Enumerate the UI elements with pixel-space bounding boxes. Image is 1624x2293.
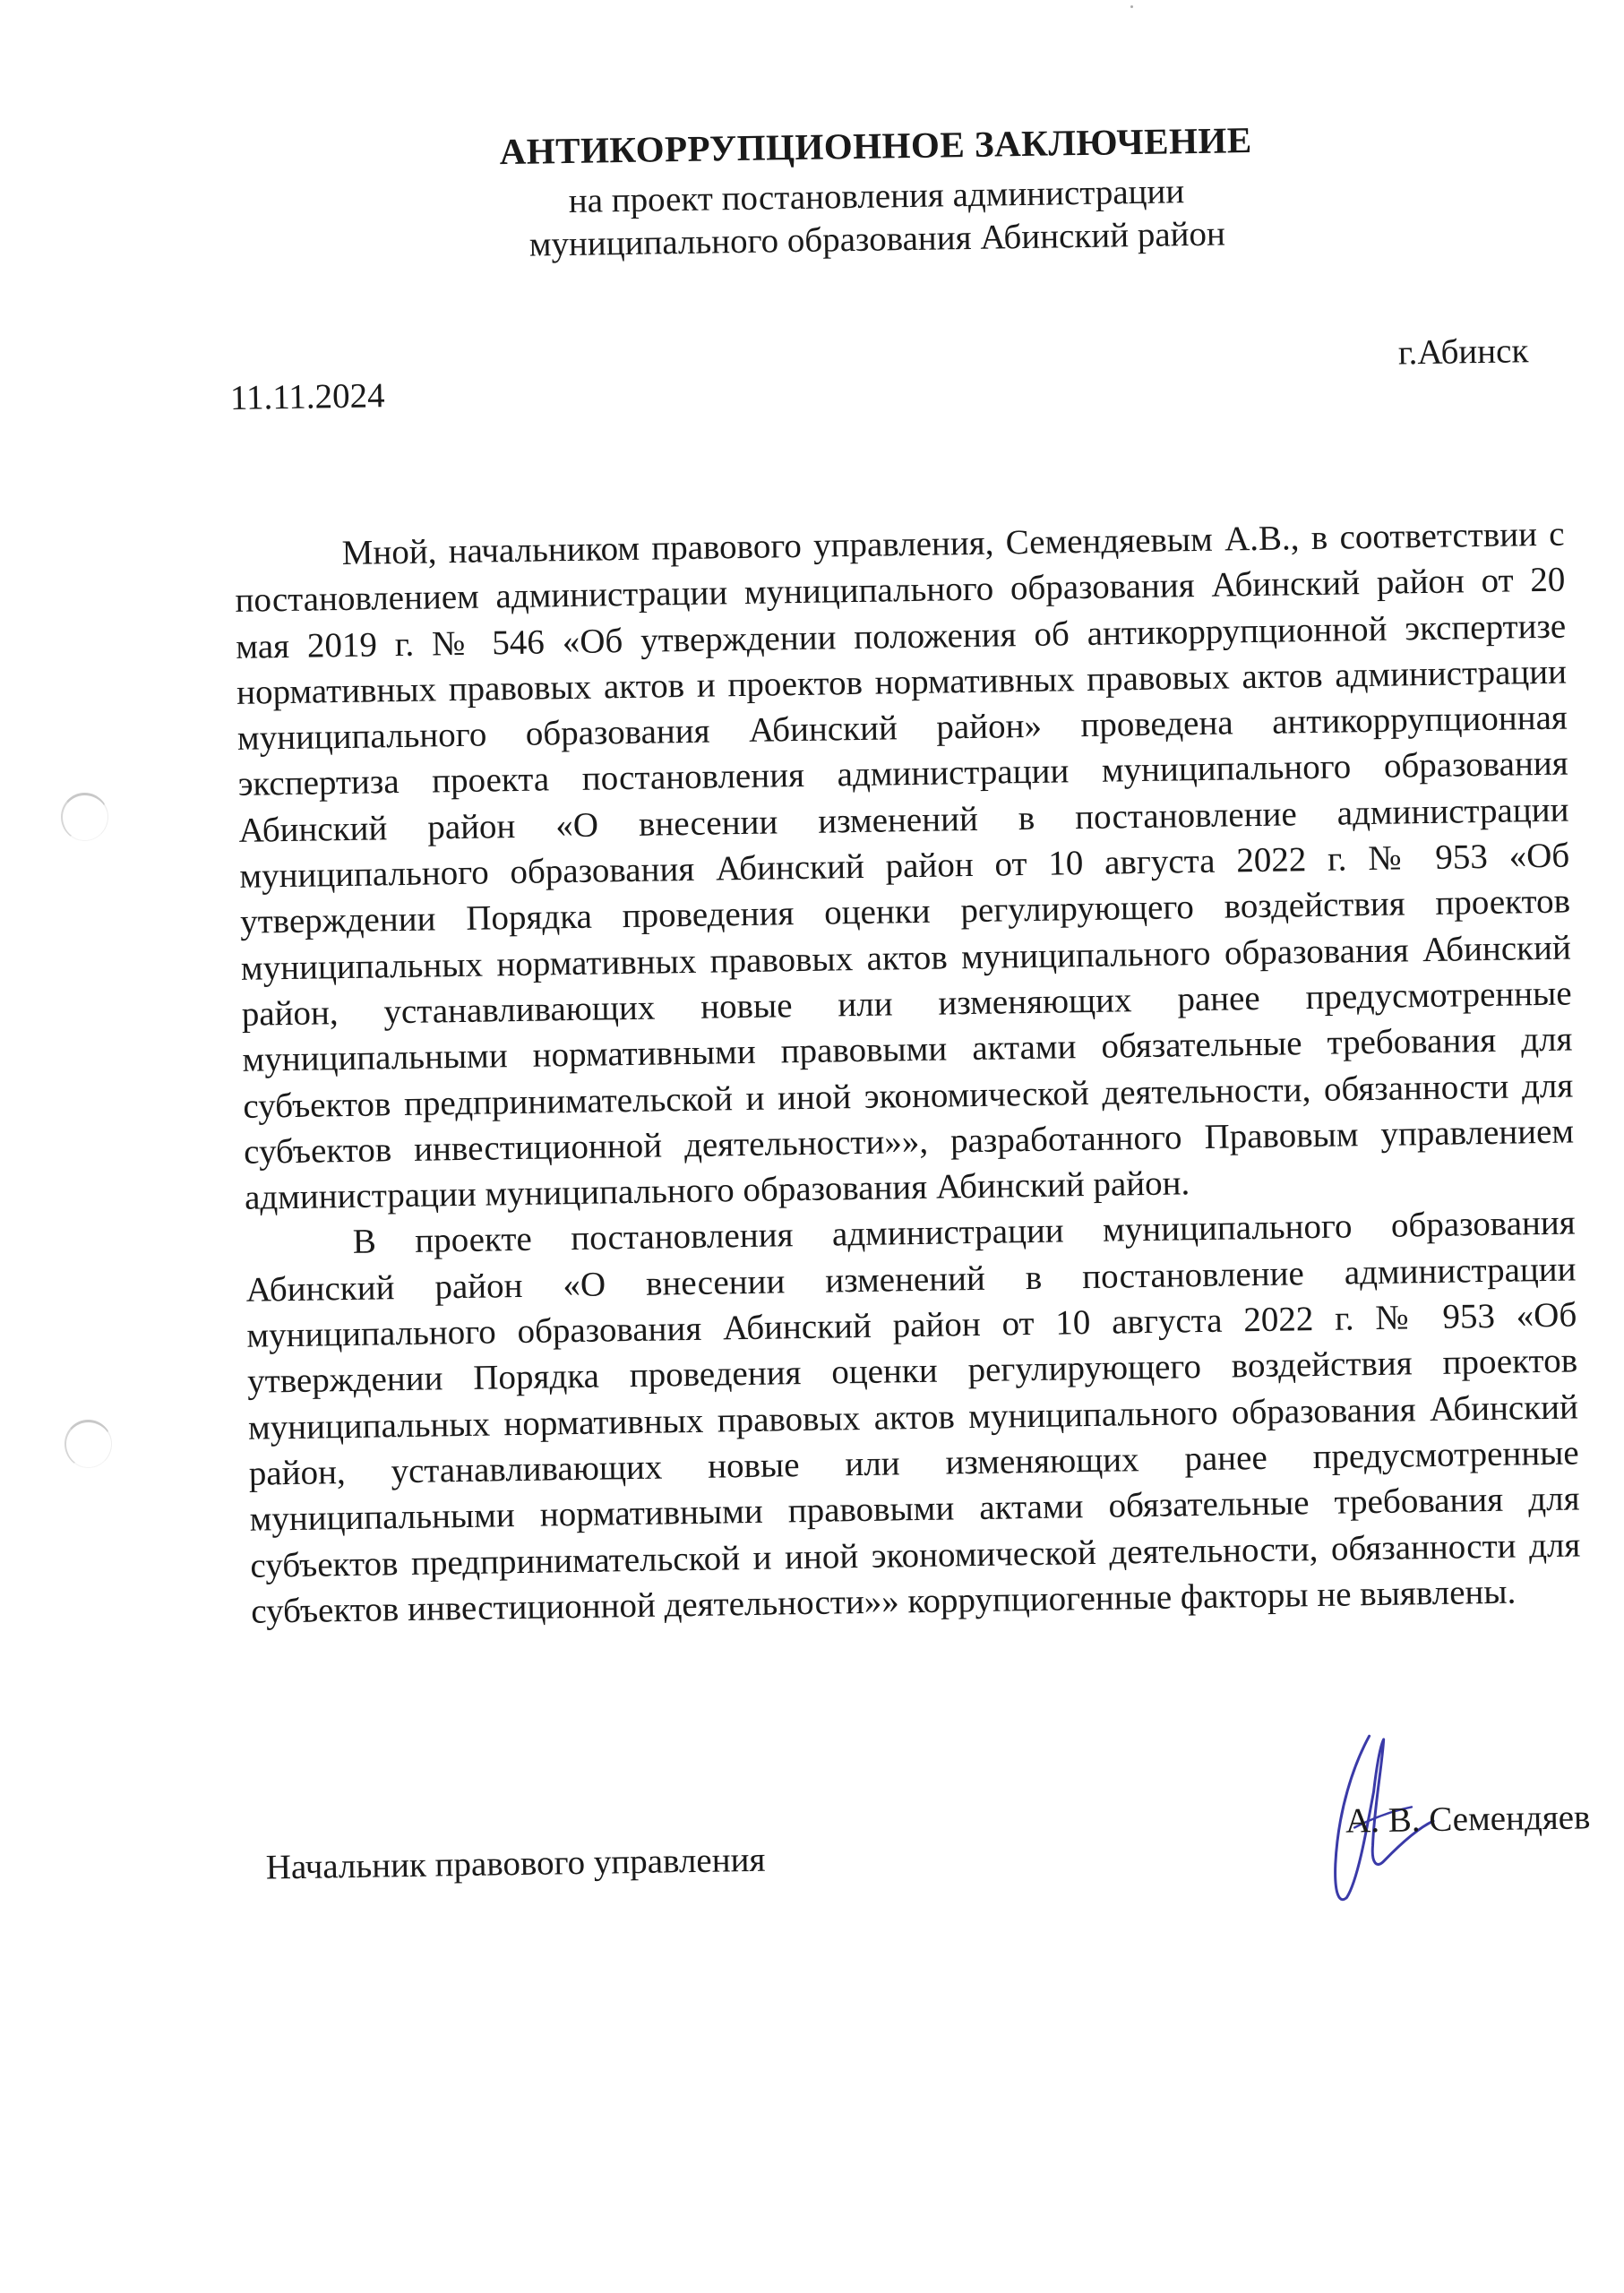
document-body [234, 511, 1581, 1635]
scan-speck [1130, 5, 1133, 8]
document-city: г.Абинск [1397, 331, 1529, 373]
punch-hole-mark [61, 793, 108, 841]
body-paragraph: Мной, начальником правового управления, Семендяевым А.В., в соответствии с постановлением администрации муниципального образования Абинский район от 20 мая 2019 г. № 546 «Об утверждении положения об антикоррупционной экспертизе нормативных правовых актов и проектов нормативных правовых актов администрации муниципального образования Абинский район» проведена антикоррупционная экспертиза проекта постановления администрации муниципального образования Абинский район «О внесении изменений в постановление администрации муниципального образования Абинский район от 10 августа 2022 г. № 953 «Об утверждении Порядка проведения оценки регулирующего воздействия проектов муниципальных нормативных правовых актов муниципального образования Абинский район, устанавливающих новые или изменяющих ранее предусмотренные муниципальными нормативными правовыми актами обязательные требования для субъектов предпринимательской и иной экономической деятельности, обязанности для субъектов инвестиционной деятельности»», разработанного Правовым управлением администрации муниципального образования Абинский район. [235, 514, 1575, 1217]
document-subtitle-line1: на проект постановления администрации [568, 172, 1185, 220]
document-subtitle-line2: муниципального образования Абинский район [528, 214, 1226, 264]
signer-position: Начальник правового управления [265, 1840, 766, 1887]
punch-hole-mark [64, 1420, 112, 1468]
document-date: 11.11.2024 [229, 376, 385, 417]
body-paragraph: В проекте постановления администрации муниципального образования Абинский район «О внесении изменений в постановление администрации муниципального образования Абинский район от 10 августа 2022 г. № 953 «Об утверждении Порядка проведения оценки регулирующего воздействия проектов муниципальных нормативных правовых актов муниципального образования Абинский район, устанавливающих новые или изменяющих ранее предусмотренные муниципальными нормативными правовыми актами обязательные требования для субъектов предпринимательской и иной экономической деятельности, обязанности для субъектов инвестиционной деятельности»» коррупциогенные факторы не выявлены. [245, 1203, 1581, 1631]
document-title: АНТИКОРРУПЦИОННОЕ ЗАКЛЮЧЕНИЕ [499, 118, 1252, 173]
signer-name: А. В. Семендяев [1345, 1798, 1591, 1841]
